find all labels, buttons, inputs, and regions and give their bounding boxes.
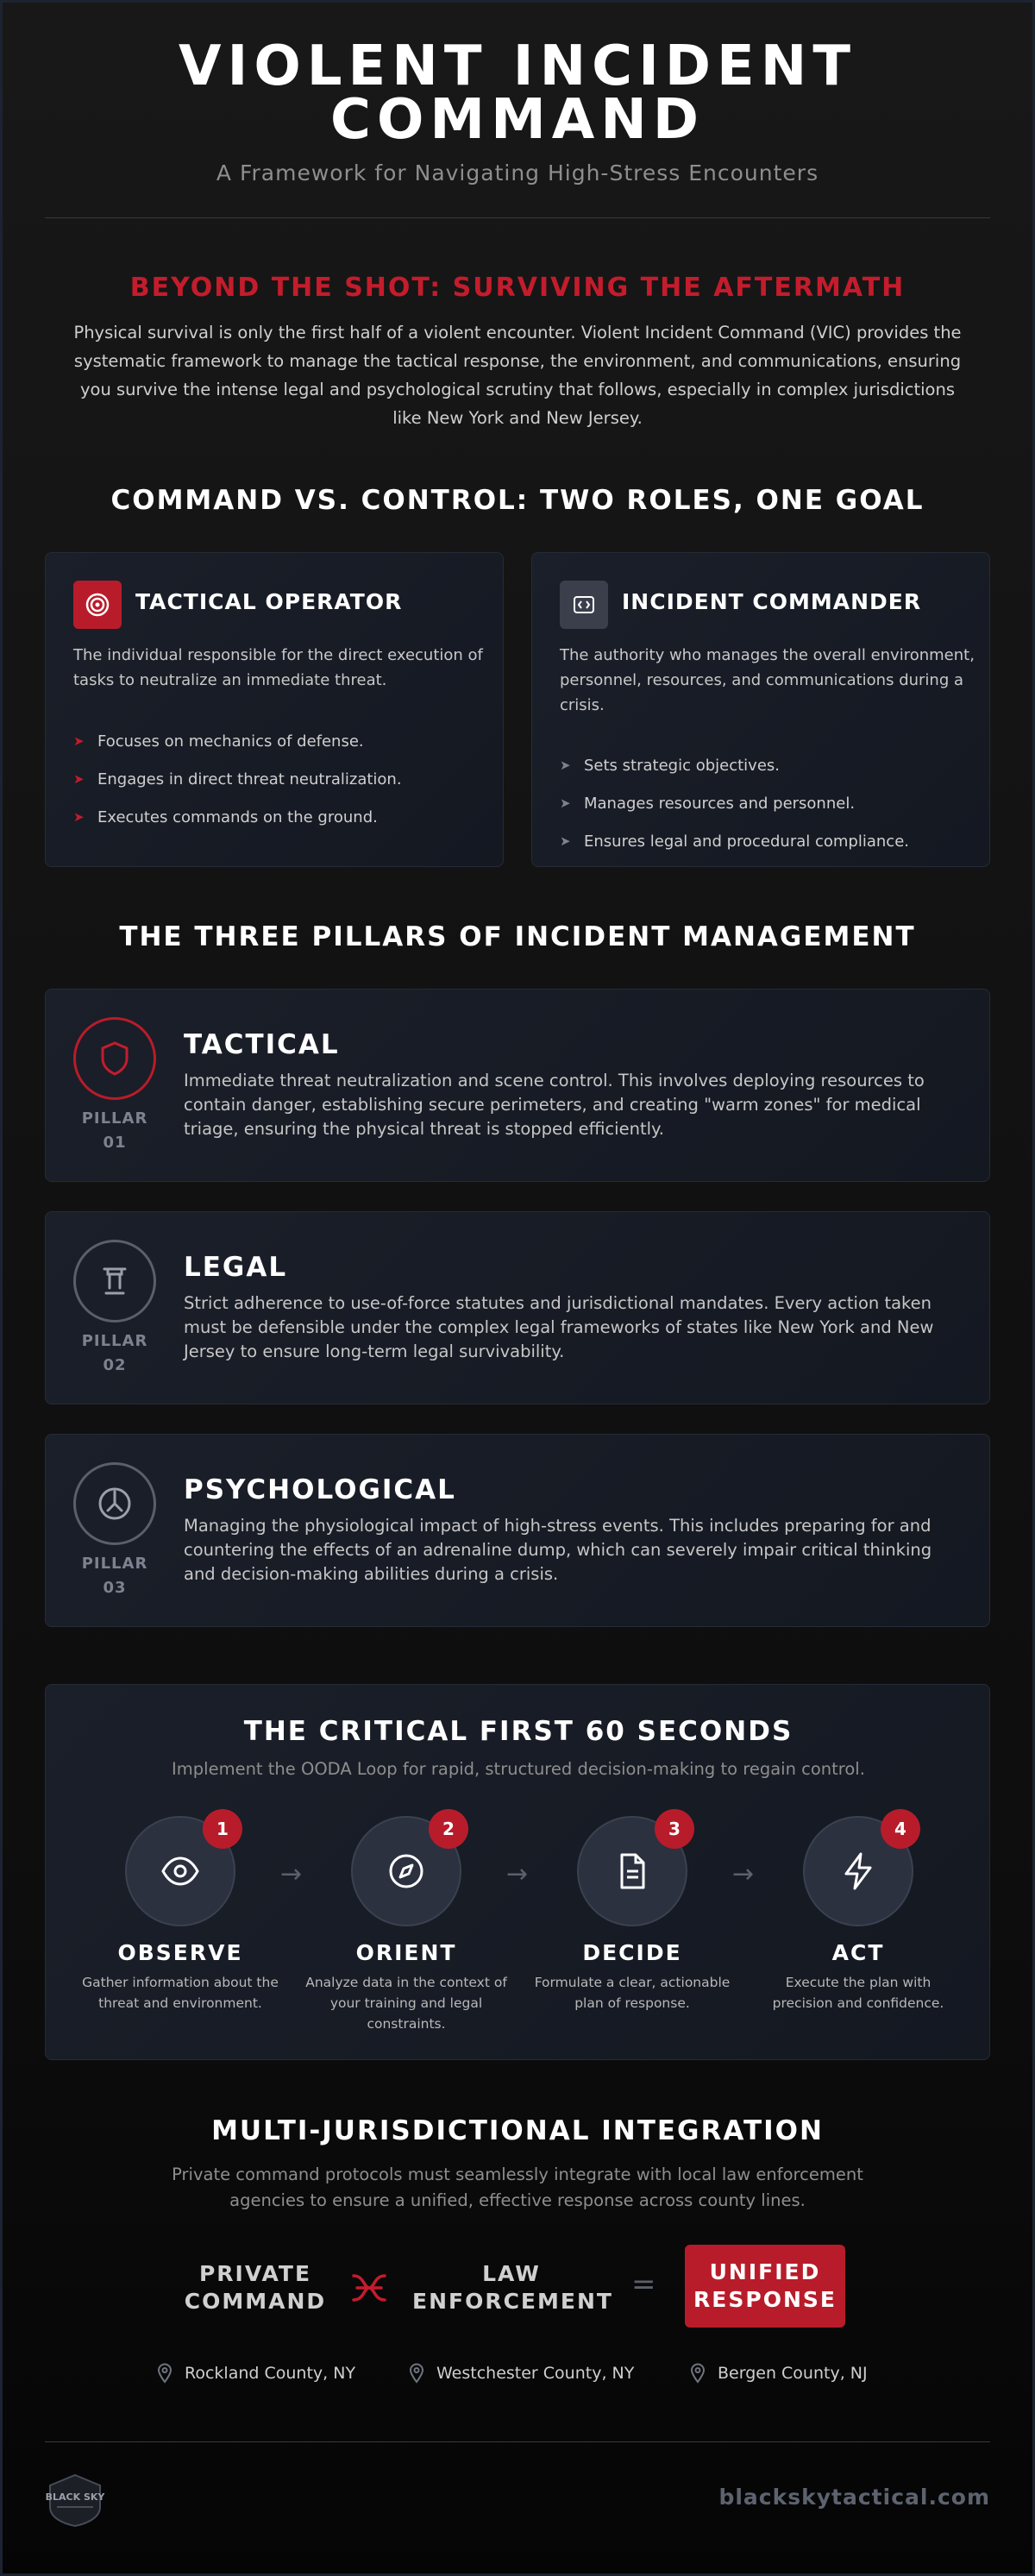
pillars-heading: THE THREE PILLARS OF INCIDENT MANAGEMENT — [119, 921, 916, 952]
equals-sign: = — [631, 2267, 656, 2302]
intro-body: Physical survival is only the first half of a violent encounter. Violent Incident Command (VIC) provides the systematic framework to manage the tactical response, the environment, and communications, ensuring you survive the intense legal and psychological scrutiny that follows, especially in complex jurisdictions like New York and New Jersey. — [73, 323, 962, 428]
county-item: Bergen County, NJ — [690, 2363, 868, 2384]
list-item: ➤ Focuses on mechanics of defense. — [73, 732, 364, 751]
brand-logo[interactable] — [45, 2472, 105, 2528]
county-item: Westchester County, NY — [409, 2363, 634, 2384]
list-item: ➤ Ensures legal and procedural compliance. — [560, 832, 909, 851]
pillar-title: LEGAL — [184, 1252, 288, 1283]
pillar-card-psychological — [45, 1434, 990, 1627]
commander-title: INCIDENT COMMANDER — [622, 589, 922, 614]
logo-text: BLACK SKY — [45, 2491, 105, 2503]
link-icon — [348, 2269, 390, 2310]
step-number-badge: 4 — [881, 1809, 920, 1849]
intro-heading: BEYOND THE SHOT: SURVIVING THE AFTERMATH — [129, 273, 906, 303]
pillar-title: PSYCHOLOGICAL — [184, 1474, 456, 1505]
intro-section — [45, 273, 990, 432]
gavel-icon — [73, 1240, 156, 1323]
list-item: ➤ Engages in direct threat neutralization. — [73, 770, 402, 789]
ooda-step-act — [755, 1816, 962, 2014]
commander-desc: The authority who manages the overall environment, personnel, resources, and communications during a crisis. — [560, 646, 975, 714]
chevron-right-icon: ➤ — [73, 733, 85, 749]
chevron-right-icon: ➤ — [560, 833, 571, 849]
page-subtitle: A Framework for Navigating High-Stress Encounters — [216, 160, 819, 185]
shield-icon — [73, 1017, 156, 1100]
unified-response-badge: UNIFIED RESPONSE — [685, 2245, 845, 2328]
lightning-icon — [803, 1816, 913, 1926]
step-number-badge: 3 — [655, 1809, 694, 1849]
brain-icon — [73, 1462, 156, 1545]
operator-title: TACTICAL OPERATOR — [135, 589, 403, 614]
pillar-title: TACTICAL — [184, 1029, 340, 1060]
step-title: ORIENT — [355, 1940, 457, 1965]
county-list — [0, 2363, 1035, 2389]
private-command-label: PRIVATE COMMAND — [184, 2261, 327, 2314]
chevron-right-icon: ➤ — [560, 757, 571, 773]
document-icon — [577, 1816, 687, 1926]
compass-icon — [351, 1816, 461, 1926]
arrow-right-icon: → — [506, 1859, 529, 1889]
jurisdiction-heading: MULTI-JURISDICTIONAL INTEGRATION — [211, 2115, 824, 2146]
ooda-heading: THE CRITICAL FIRST 60 SECONDS — [243, 1716, 794, 1747]
step-title: ACT — [831, 1940, 885, 1965]
jurisdiction-subheading: Private command protocols must seamlessly integrate with local law enforcement agencies to ensure a unified, effective response across county lines. — [172, 2164, 863, 2210]
county-item: Rockland County, NY — [157, 2363, 355, 2384]
target-icon — [73, 581, 122, 629]
pillar-desc: Managing the physiological impact of high-stress events. This includes preparing for and countering the effects of an adrenaline dump, which can severely impair critical thinking and decision-making abilities during a crisis. — [184, 1516, 932, 1584]
page-title: VIOLENT INCIDENT COMMAND — [179, 35, 856, 152]
pillar-card-tactical — [45, 989, 990, 1182]
operator-desc: The individual responsible for the direct execution of tasks to neutralize an immediate threat. — [73, 646, 483, 689]
step-title: OBSERVE — [117, 1940, 243, 1965]
ooda-step-observe — [77, 1816, 284, 2014]
header-divider — [45, 217, 990, 218]
step-number-badge: 1 — [203, 1809, 242, 1849]
header — [45, 35, 990, 185]
list-item: ➤ Manages resources and personnel. — [560, 794, 856, 813]
law-enforcement-label: LAW ENFORCEMENT — [412, 2261, 613, 2314]
ooda-subheading: Implement the OODA Loop for rapid, structured decision-making to regain control. — [172, 1759, 865, 1779]
pillar-desc: Immediate threat neutralization and scene control. This involves deploying resources to contain danger, establishing secure perimeters, and creating "warm zones" for medical triage, ensuring the physical threat is stopped efficiently. — [184, 1071, 925, 1139]
step-number-badge: 2 — [429, 1809, 468, 1849]
pillar-label: PILLAR 02 — [81, 1332, 148, 1374]
incident-commander-card — [531, 552, 990, 867]
website-link[interactable]: blackskytactical.com — [718, 2485, 990, 2510]
step-desc: Formulate a clear, actionable plan of response. — [534, 1975, 731, 2011]
ooda-step-orient — [303, 1816, 510, 2034]
map-pin-icon — [690, 2363, 706, 2384]
code-icon — [560, 581, 608, 629]
ooda-panel — [45, 1684, 990, 2060]
list-item: ➤ Sets strategic objectives. — [560, 756, 780, 775]
roles-heading: COMMAND VS. CONTROL: TWO ROLES, ONE GOAL — [110, 485, 925, 516]
map-pin-icon — [157, 2363, 172, 2384]
pillar-label: PILLAR 03 — [81, 1555, 148, 1597]
pillar-desc: Strict adherence to use-of-force statutes and jurisdictional mandates. Every action taken must be defensible under the complex legal frameworks of states like New York and New Jersey to ensure long-term legal survivability. — [184, 1293, 934, 1361]
chevron-right-icon: ➤ — [73, 771, 85, 787]
commander-list — [560, 746, 991, 860]
pillar-label: PILLAR 01 — [81, 1109, 148, 1152]
operator-list — [73, 722, 505, 836]
eye-icon — [125, 1816, 235, 1926]
chevron-right-icon: ➤ — [73, 809, 85, 825]
pillar-card-legal — [45, 1211, 990, 1404]
tactical-operator-card — [45, 552, 504, 867]
arrow-right-icon: → — [280, 1859, 303, 1889]
step-desc: Gather information about the threat and environment. — [82, 1975, 279, 2011]
list-item: ➤ Executes commands on the ground. — [73, 807, 378, 826]
map-pin-icon — [409, 2363, 424, 2384]
step-title: DECIDE — [582, 1940, 682, 1965]
step-desc: Analyze data in the context of your training and legal constraints. — [305, 1975, 507, 2032]
ooda-step-decide — [529, 1816, 736, 2014]
chevron-right-icon: ➤ — [560, 795, 571, 811]
step-desc: Execute the plan with precision and confidence. — [772, 1975, 944, 2011]
arrow-right-icon: → — [732, 1859, 755, 1889]
footer-divider — [45, 2441, 990, 2442]
integration-equation — [0, 2245, 1035, 2328]
